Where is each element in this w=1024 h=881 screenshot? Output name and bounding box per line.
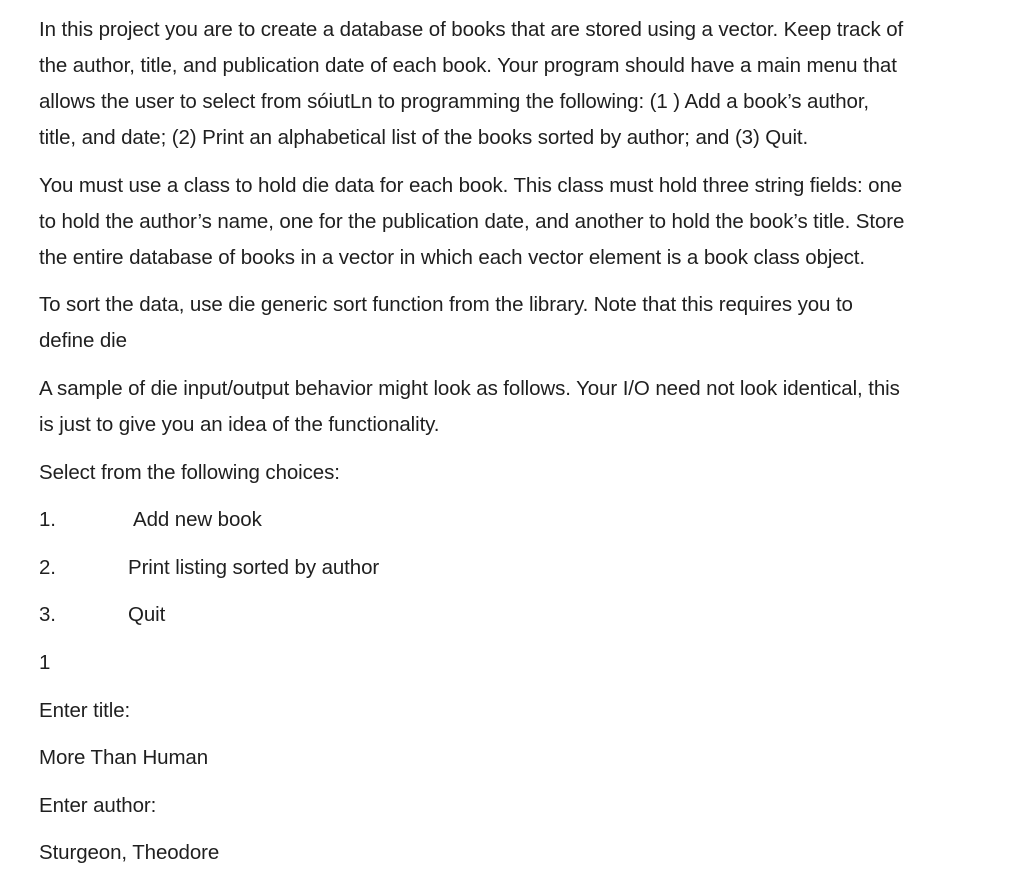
paragraph-sample-intro — [39, 371, 900, 443]
menu-label: Add new book — [133, 508, 262, 531]
text-line: A sample of die input/output behavior might look as follows. Your I/O need not look identical, this — [39, 377, 900, 400]
menu-number: 2. — [39, 556, 56, 579]
text-line: In this project you are to create a database of books that are stored using a vector. Keep track of — [39, 18, 904, 41]
sample-enter-title: Enter title: — [39, 699, 131, 722]
sample-choice: 1 — [39, 651, 51, 674]
sample-author-value: Sturgeon, Theodore — [39, 841, 220, 864]
menu-number: 1. — [39, 508, 56, 531]
menu-number: 3. — [39, 603, 56, 626]
text-line: You must use a class to hold die data for each book. This class must hold three string fields: one — [39, 174, 903, 197]
text-line: To sort the data, use die generic sort function from the library. Note that this requires you to — [39, 293, 853, 316]
paragraph-class-requirements — [39, 168, 904, 276]
sample-enter-author: Enter author: — [39, 794, 157, 817]
text-line: to hold the author’s name, one for the publication date, and another to hold the book’s title. Store — [39, 210, 905, 233]
text-line: the author, title, and publication date of each book. Your program should have a main menu that — [39, 54, 897, 77]
sample-prompt: Select from the following choices: — [39, 461, 340, 484]
menu-label: Print listing sorted by author — [128, 556, 380, 579]
text-line: allows the user to select from sóiutLn to programming the following: (1 ) Add a book’s author, — [39, 90, 870, 113]
menu-label: Quit — [128, 603, 166, 626]
text-line: define die — [39, 329, 127, 352]
text-line: the entire database of books in a vector in which each vector element is a book class object. — [39, 246, 865, 269]
sample-title-value: More Than Human — [39, 746, 209, 769]
paragraph-intro — [39, 12, 903, 156]
text-line: is just to give you an idea of the functionality. — [39, 413, 440, 436]
text-line: title, and date; (2) Print an alphabetical list of the books sorted by author; and (3) Quit. — [39, 126, 809, 149]
paragraph-sort-instructions — [39, 287, 853, 359]
